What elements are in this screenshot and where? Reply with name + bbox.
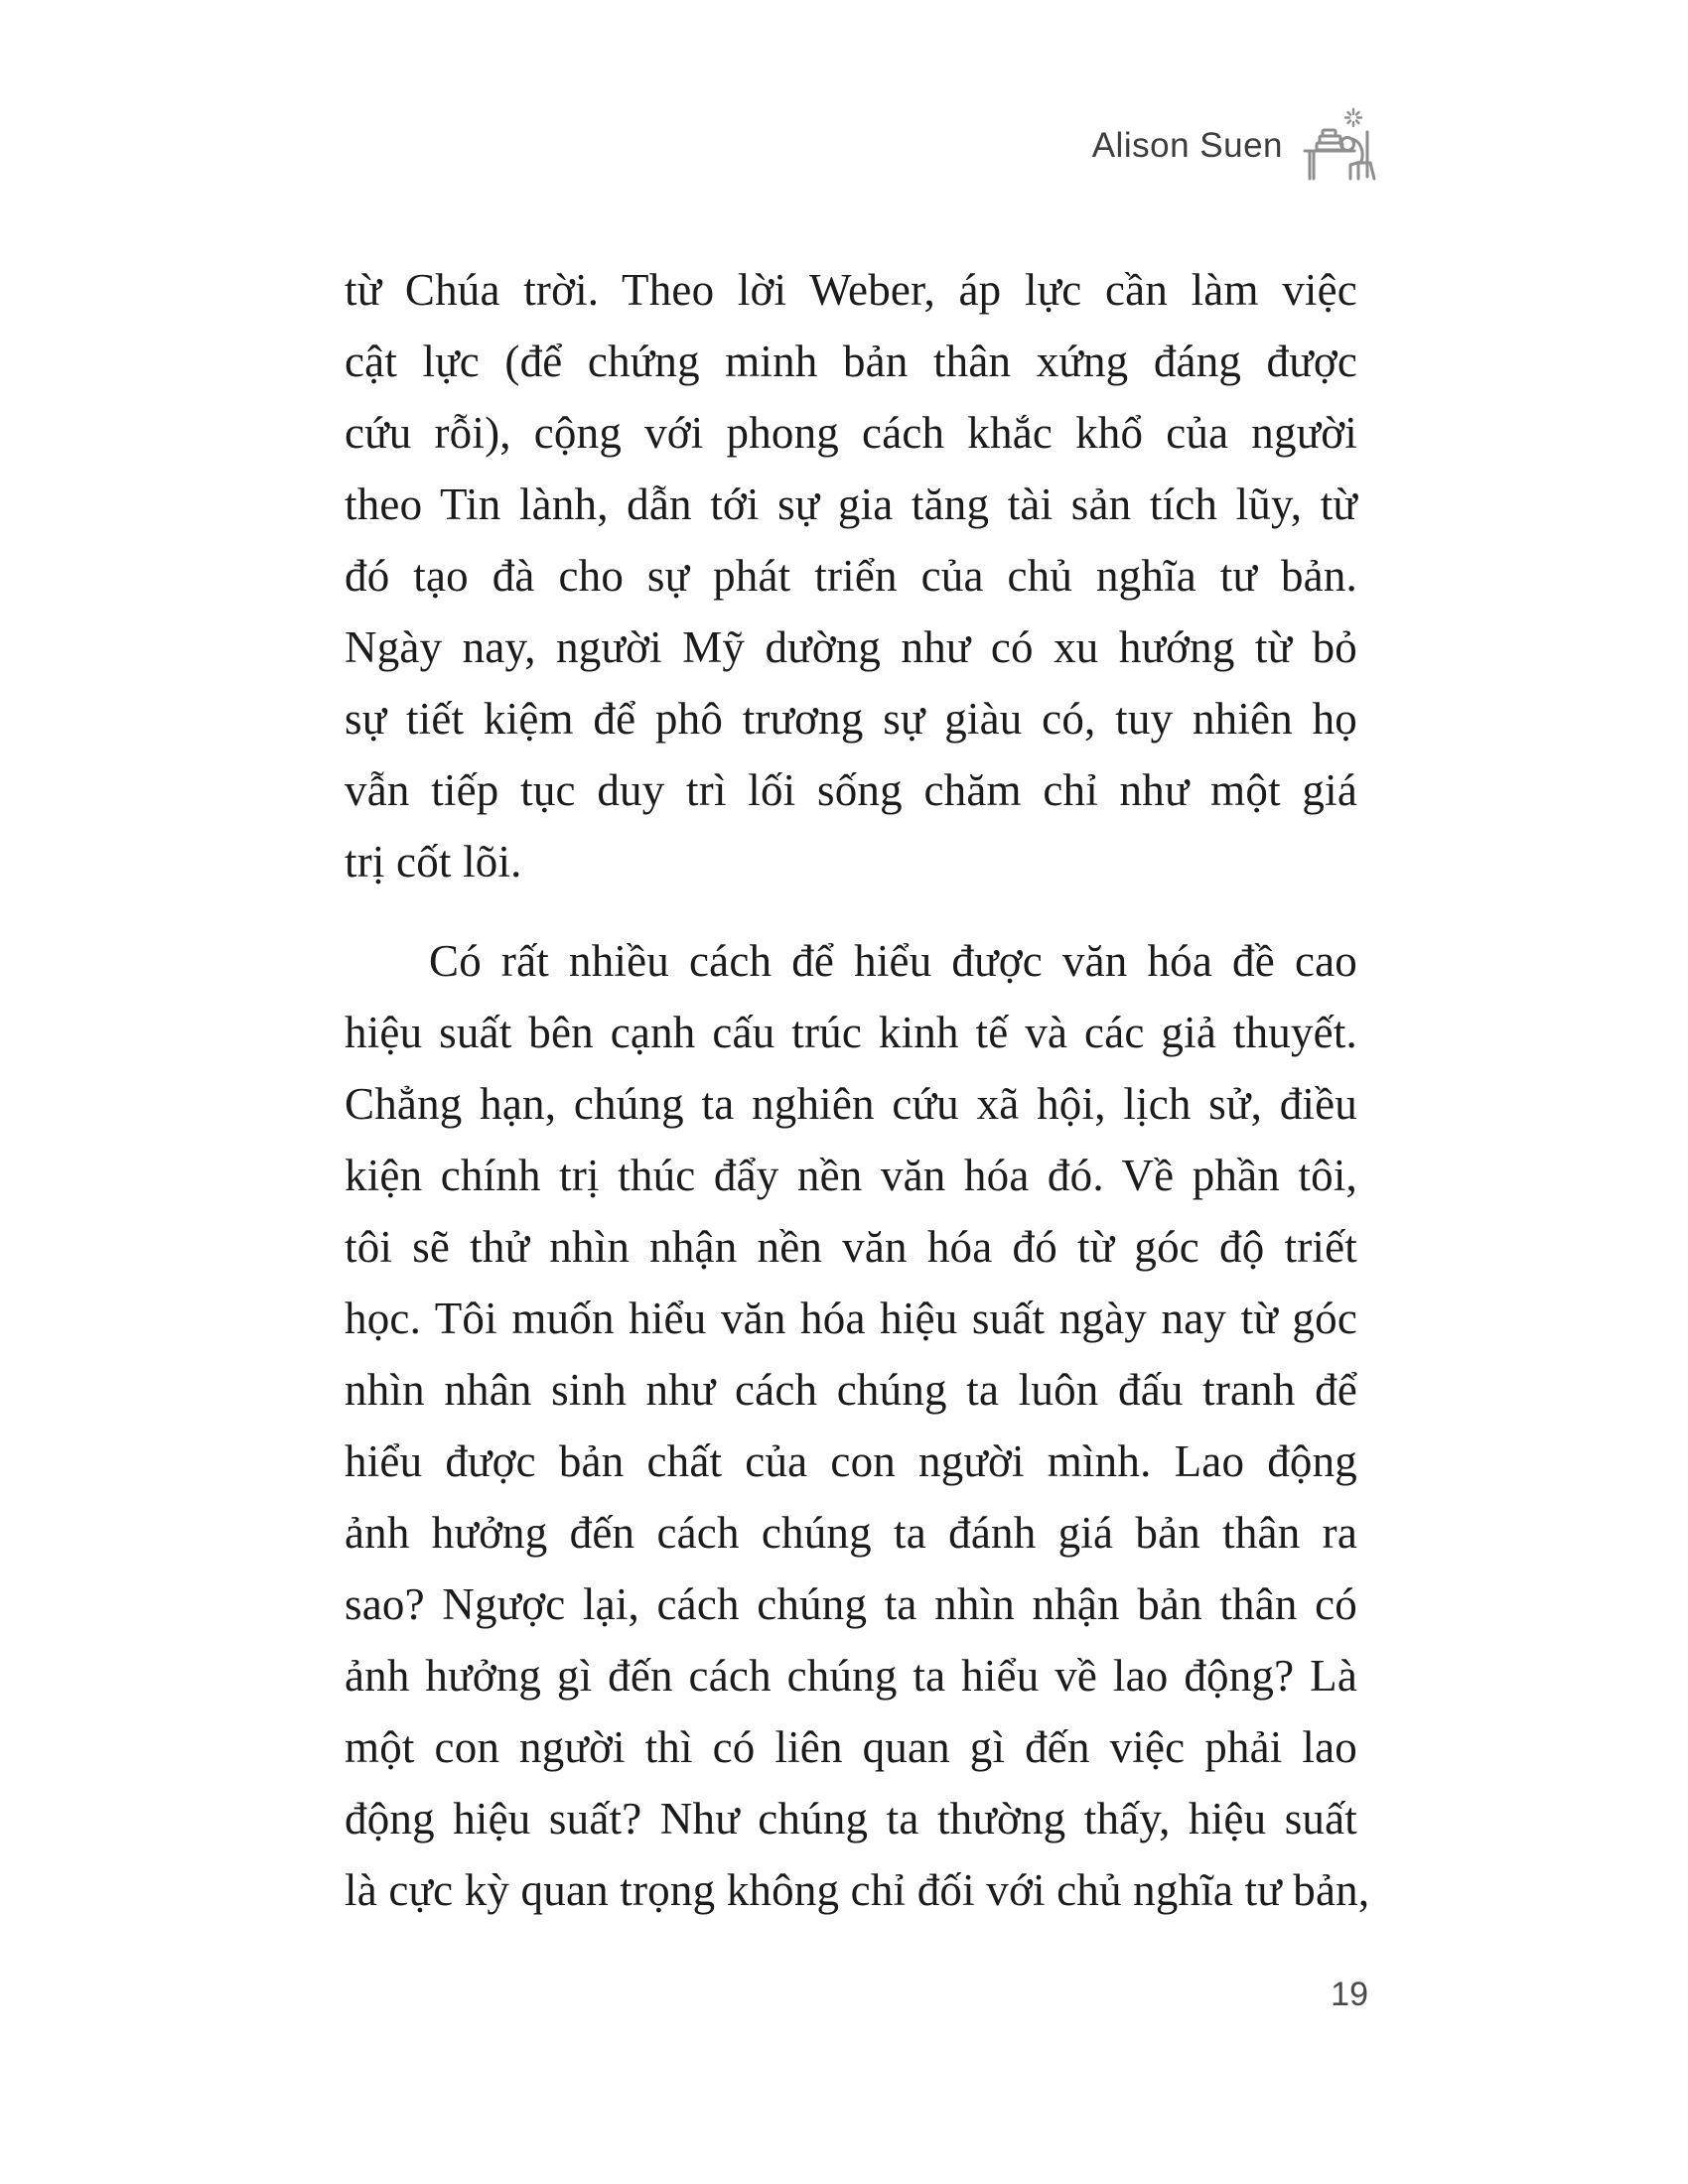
tired-person-at-desk-icon (1301, 105, 1382, 187)
paragraph-1 (345, 254, 1357, 897)
text-line: hiệu suất bên cạnh cấu trúc kinh tế và các giả thuyết. (345, 1008, 1357, 1057)
text-line: cứu rỗi), cộng với phong cách khắc khổ của người (345, 408, 1357, 458)
text-line: cật lực (để chứng minh bản thân xứng đáng được (345, 337, 1357, 386)
text-line: vẫn tiếp tục duy trì lối sống chăm chỉ như một giá (345, 765, 1357, 815)
page-number: 19 (1331, 1976, 1368, 2013)
text-line: sự tiết kiệm để phô trương sự giàu có, tuy nhiên họ (345, 694, 1357, 744)
text-line: kiện chính trị thúc đẩy nền văn hóa đó. Về phần tôi, (345, 1151, 1357, 1200)
paragraph-2 (345, 925, 1370, 1926)
text-line: sao? Ngược lại, cách chúng ta nhìn nhận bản thân có (345, 1579, 1357, 1629)
text-line: động hiệu suất? Như chúng ta thường thấy, hiệu suất (345, 1794, 1357, 1843)
author-name: Alison Suen (1091, 126, 1283, 165)
text-line: trị cốt lõi. (345, 837, 522, 887)
text-line: từ Chúa trời. Theo lời Weber, áp lực cần làm việc (345, 265, 1357, 315)
text-line: theo Tin lành, dẫn tới sự gia tăng tài sản tích lũy, từ (345, 479, 1357, 529)
text-line: một con người thì có liên quan gì đến việc phải lao (345, 1722, 1357, 1772)
running-header (1092, 105, 1382, 187)
body-text (345, 254, 1370, 1926)
text-line: hiểu được bản chất của con người mình. Lao động (345, 1436, 1357, 1486)
text-line: tôi sẽ thử nhìn nhận nền văn hóa đó từ góc độ triết (345, 1222, 1357, 1272)
text-line: nhìn nhân sinh như cách chúng ta luôn đấu tranh để (345, 1365, 1357, 1415)
text-line: học. Tôi muốn hiểu văn hóa hiệu suất ngày nay từ góc (345, 1294, 1357, 1343)
text-line: đó tạo đà cho sự phát triển của chủ nghĩa tư bản. (345, 551, 1357, 601)
text-line: Chẳng hạn, chúng ta nghiên cứu xã hội, lịch sử, điều (345, 1079, 1357, 1129)
text-line: là cực kỳ quan trọng không chỉ đối với chủ nghĩa tư bản, (345, 1865, 1370, 1915)
text-line: Ngày nay, người Mỹ dường như có xu hướng từ bỏ (345, 622, 1357, 672)
text-line: ảnh hưởng gì đến cách chúng ta hiểu về lao động? Là (345, 1651, 1357, 1701)
text-line: Có rất nhiều cách để hiểu được văn hóa đề cao (429, 936, 1357, 986)
text-line: ảnh hưởng đến cách chúng ta đánh giá bản thân ra (345, 1508, 1357, 1558)
